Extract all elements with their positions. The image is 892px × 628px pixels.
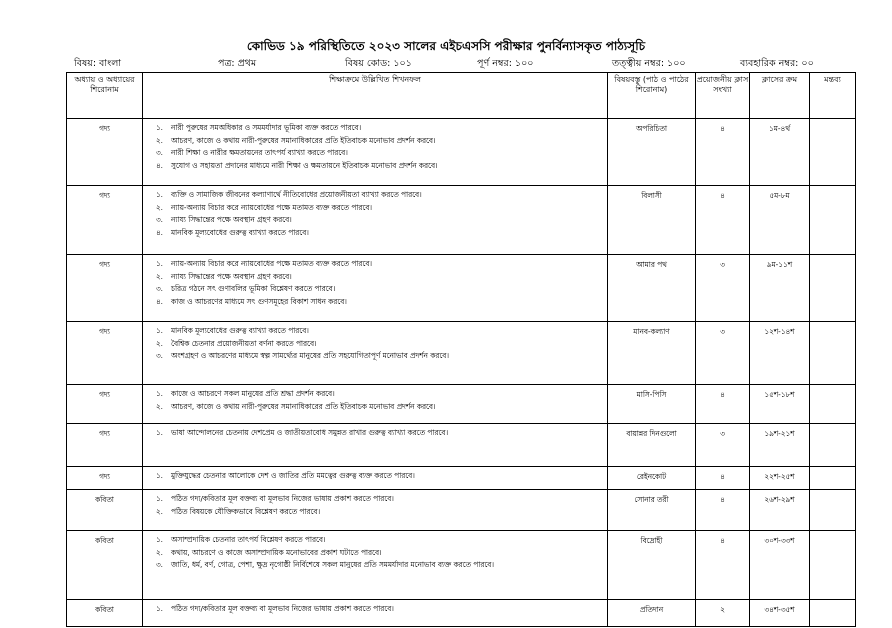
cell-chapter: গদ্য (67, 467, 143, 490)
cell-order: ১২শ-১৪শ (750, 322, 810, 385)
outcome-number: ৩. (155, 148, 163, 157)
outcome-number: ৪. (155, 296, 163, 306)
outcome-number: ১. (155, 604, 163, 613)
cell-content: বায়ান্নর দিনগুলো (608, 424, 696, 467)
outcome-number: ৩. (155, 560, 163, 569)
outcome-text: মুক্তিযুদ্ধের চেতনার আলোকে দেশ ও জাতির প্রতি মমত্বের গুরুত্ব ব্যক্ত করতে পারবে। (171, 471, 415, 480)
outcome-text: বৈশ্বিক চেতনার প্রয়োজনীয়তা বর্ণনা করতে পারবে। (171, 338, 317, 348)
cell-order: ১৫শ-১৮শ (750, 385, 810, 424)
cell-order: ৫ম-৮ম (750, 186, 810, 255)
cell-content: অপরিচিতা (608, 119, 696, 186)
cell-classes: ৪ (696, 186, 750, 255)
outcome-number: ৩. (155, 351, 163, 360)
cell-remarks (810, 467, 856, 490)
outcome-item (145, 506, 605, 519)
cell-content: মানব-কল্যাণ (608, 322, 696, 385)
outcome-number: ৪. (155, 160, 163, 170)
outcome-text: ন্যায়-অন্যায় বিচার করে ন্যায়বোধের পক্ষে মতামত ব্যক্ত করতে পারবে। (171, 259, 373, 268)
outcome-number: ২. (155, 135, 163, 145)
cell-content: বিলাসী (608, 186, 696, 255)
outcome-item (145, 214, 605, 227)
outcome-number: ২. (155, 338, 163, 348)
outcome-text: আচরণ, কাজে ও কথায় নারী-পুরুষের সমানাধিকারের প্রতি ইতিবাচক মনোভাব প্রদর্শন করবে। (171, 135, 436, 145)
meta-theory-marks: তত্ত্বীয় নম্বর: ১০০ (612, 58, 686, 69)
cell-remarks (810, 531, 856, 600)
outcome-text: পঠিত গদ্য/কবিতার মূল বক্তব্য বা মূলভাব নিজের ভাষায় প্রকাশ করতে পারবে। (171, 604, 394, 613)
outcome-item (145, 160, 605, 173)
header-order: ক্লাসের ক্রম (750, 73, 810, 119)
cell-content: আমার পথ (608, 255, 696, 322)
cell-content: সোনার তরী (608, 490, 696, 531)
cell-content: রেইনকোট (608, 467, 696, 490)
cell-chapter: কবিতা (67, 531, 143, 600)
outcome-number: ২. (155, 547, 163, 557)
meta-subject: বিষয়: বাংলা (74, 58, 122, 69)
table-row (67, 119, 856, 186)
outcome-item (145, 202, 605, 215)
header-outcomes: শিক্ষাক্রমে উল্লিখিত শিখনফল (143, 73, 608, 119)
outcome-text: জাতি, ধর্ম, বর্ণ, গোত্র, পেশা, ক্ষুদ্র নৃগোষ্ঠী নির্বিশেষে সকল মানুষের প্রতি সমমর্যাদার মনোভাব ব্যক্ত করতে পারবে। (171, 560, 494, 569)
cell-classes: ৪ (696, 119, 750, 186)
cell-classes: ৩ (696, 255, 750, 322)
outcome-text: সুযোগ ও সহায়তা প্রদানের মাধ্যমে নারী শিক্ষা ও ক্ষমতায়নে ইতিবাচক মনোভাব প্রদর্শন করবে। (171, 160, 438, 170)
cell-classes: ৩ (696, 322, 750, 385)
outcome-item (145, 325, 605, 338)
outcome-number: ১. (155, 471, 163, 480)
cell-classes: ৪ (696, 467, 750, 490)
cell-classes: ৪ (696, 531, 750, 600)
outcome-item (145, 350, 605, 363)
cell-outcomes (143, 490, 608, 531)
cell-classes: ৩ (696, 424, 750, 467)
cell-order: ৯ম-১১শ (750, 255, 810, 322)
cell-order: ৩৪শ-৩৫শ (750, 600, 810, 627)
outcome-item (145, 470, 605, 483)
syllabus-rows (67, 119, 856, 627)
cell-remarks (810, 385, 856, 424)
cell-order: ৩০শ-৩৩শ (750, 531, 810, 600)
cell-chapter: গদ্য (67, 119, 143, 186)
table-row (67, 467, 856, 490)
outcome-number: ১. (155, 326, 163, 335)
syllabus-table (66, 72, 856, 627)
outcome-text: পঠিত বিষয়কে যৌক্তিকভাবে বিশ্লেষণ করতে পারবে। (171, 506, 321, 516)
outcome-item (145, 283, 605, 296)
outcome-number: ১. (155, 389, 163, 398)
outcome-text: কাজ ও আচরণের মাধ্যমে সৎ গুণসমূহের বিকাশ সাধন করবে। (171, 296, 347, 306)
outcome-item (145, 493, 605, 506)
outcome-text: কাজে ও আচরণে সকল মানুষের প্রতি শ্রদ্ধা প্রদর্শন করবে। (171, 389, 335, 398)
outcome-text: নারী শিক্ষা ও নারীর ক্ষমতায়নের তাৎপর্য ব্যাখ্যা করতে পারবে। (171, 148, 348, 157)
outcome-item (145, 147, 605, 160)
outcome-number: ১. (155, 428, 163, 437)
outcome-text: অসাম্প্রদায়িক চেতনার তাৎপর্য বিশ্লেষণ করতে পারবে। (171, 535, 326, 544)
outcome-number: ২. (155, 202, 163, 212)
header-remarks: মন্তব্য (810, 73, 856, 119)
header-content: বিষয়বস্তু (পাঠ ও পাঠের শিরোনাম) (608, 73, 696, 119)
outcome-number: ১. (155, 259, 163, 268)
header-classes: প্রয়োজনীয় ক্লাস সংখ্যা (696, 73, 750, 119)
table-row (67, 385, 856, 424)
cell-chapter: কবিতা (67, 490, 143, 531)
cell-order: ১ম-৪র্থ (750, 119, 810, 186)
table-row (67, 600, 856, 627)
outcome-number: ১. (155, 123, 163, 132)
cell-outcomes (143, 531, 608, 600)
cell-outcomes (143, 424, 608, 467)
cell-chapter: কবিতা (67, 600, 143, 627)
table-row (67, 490, 856, 531)
cell-outcomes (143, 322, 608, 385)
cell-classes: ৪ (696, 490, 750, 531)
outcome-text: ন্যায্য সিদ্ধান্তের পক্ষে অবস্থান গ্রহণ করবে। (171, 271, 292, 281)
cell-chapter: গদ্য (67, 186, 143, 255)
outcome-text: চরিত্র গঠনে সৎ গুণাবলির ভূমিকা বিশ্লেষণ করতে পারবে। (171, 284, 336, 293)
outcome-item (145, 427, 605, 440)
page-title: কোভিড ১৯ পরিস্থিতিতে ২০২৩ সালের এইচএসসি পরীক্ষার পুনর্বিন্যাসকৃত পাঠ্যসূচি (246, 39, 646, 53)
outcome-text: মানবিক মূল্যবোধের গুরুত্ব ব্যাখ্যা করতে পারবে। (171, 326, 309, 335)
outcome-item (145, 338, 605, 351)
outcome-item (145, 296, 605, 309)
cell-remarks (810, 600, 856, 627)
outcome-item (145, 534, 605, 547)
cell-order: ২৬শ-২৯শ (750, 490, 810, 531)
outcome-item (145, 135, 605, 148)
outcome-text: পঠিত গদ্য/কবিতার মূল বক্তব্য বা মূলভাব নিজের ভাষায় প্রকাশ করতে পারবে। (171, 494, 394, 503)
outcome-item (145, 227, 605, 240)
cell-remarks (810, 424, 856, 467)
cell-content: মাসি-পিসি (608, 385, 696, 424)
outcome-text: ভাষা আন্দোলনের চেতনায় দেশপ্রেম ও জাতীয়তাবোধ সমুন্নত রাখার গুরুত্ব ব্যাখ্যা করতে পারবে। (171, 428, 449, 437)
outcome-number: ১. (155, 190, 163, 199)
outcome-item (145, 122, 605, 135)
outcome-text: অংশগ্রহণ ও আচরণের মাধ্যমে স্বল্প সামর্থ্যের মানুষের প্রতি সহযোগিতাপূর্ণ মনোভাব প্রদর্শন করবে। (171, 351, 449, 360)
outcome-item (145, 603, 605, 616)
syllabus-table-wrapper (66, 72, 855, 627)
cell-chapter: গদ্য (67, 255, 143, 322)
cell-classes: ৪ (696, 385, 750, 424)
outcome-text: আচরণ, কাজে ও কথায় নারী-পুরুষের সমানাধিকারের প্রতি ইতিবাচক মনোভাব প্রদর্শন করবে। (171, 401, 436, 411)
cell-outcomes (143, 186, 608, 255)
cell-remarks (810, 186, 856, 255)
outcome-text: ন্যায়-অন্যায় বিচার করে ন্যায়বোধের পক্ষে মতামত ব্যক্ত করতে পারবে। (171, 202, 373, 212)
outcome-text: কথায়, আচরণে ও কাজে অসাম্প্রদায়িক মনোভাবের প্রকাশ ঘটাতে পারবে। (171, 547, 382, 557)
cell-classes: ২ (696, 600, 750, 627)
table-row (67, 186, 856, 255)
cell-chapter: গদ্য (67, 424, 143, 467)
outcome-number: ১. (155, 494, 163, 503)
cell-content: প্রতিদান (608, 600, 696, 627)
table-row (67, 322, 856, 385)
cell-outcomes (143, 467, 608, 490)
cell-outcomes (143, 119, 608, 186)
cell-remarks (810, 490, 856, 531)
table-row (67, 255, 856, 322)
outcome-item (145, 401, 605, 414)
cell-outcomes (143, 255, 608, 322)
outcome-number: ৩. (155, 284, 163, 293)
outcome-item (145, 559, 605, 572)
table-row (67, 424, 856, 467)
cell-order: ১৯শ-২১শ (750, 424, 810, 467)
outcome-number: ২. (155, 271, 163, 281)
outcome-number: ১. (155, 535, 163, 544)
outcome-item (145, 258, 605, 271)
outcome-text: নারী পুরুষের সমঅধিকার ও সমমর্যাদার ভূমিকা ব্যক্ত করতে পারবে। (171, 123, 362, 132)
meta-full-marks: পূর্ণ নম্বর: ১০০ (477, 58, 534, 69)
cell-remarks (810, 119, 856, 186)
cell-content: বিদ্রোহী (608, 531, 696, 600)
cell-chapter: গদ্য (67, 322, 143, 385)
outcome-number: ৩. (155, 215, 163, 224)
outcome-item (145, 547, 605, 560)
outcome-number: ২. (155, 506, 163, 516)
outcome-number: ২. (155, 401, 163, 411)
cell-order: ২২শ-২৫শ (750, 467, 810, 490)
meta-practical-marks: ব্যবহারিক নম্বর: ০০ (740, 58, 814, 69)
outcome-item (145, 271, 605, 284)
outcome-item (145, 189, 605, 202)
cell-outcomes (143, 385, 608, 424)
outcome-text: ন্যায্য সিদ্ধান্তের পক্ষে অবস্থান গ্রহণ করবে। (171, 215, 292, 224)
outcome-text: মানবিক মূল্যবোধের গুরুত্ব ব্যাখ্যা করতে পারবে। (171, 227, 309, 237)
outcome-text: ব্যক্তি ও সামাজিক জীবনের কল্যাণার্থে নীতিবোধের প্রয়োজনীয়তা ব্যাখ্যা করতে পারবে। (171, 190, 422, 199)
meta-code: বিষয় কোড: ১০১ (345, 58, 412, 69)
meta-paper: পত্র: প্রথম (218, 58, 257, 69)
header-chapter: অধ্যায় ও অধ্যায়ের শিরোনাম (67, 73, 143, 119)
cell-outcomes (143, 600, 608, 627)
cell-remarks (810, 255, 856, 322)
outcome-item (145, 388, 605, 401)
cell-chapter: গদ্য (67, 385, 143, 424)
table-row (67, 531, 856, 600)
cell-remarks (810, 322, 856, 385)
outcome-number: ৪. (155, 227, 163, 237)
